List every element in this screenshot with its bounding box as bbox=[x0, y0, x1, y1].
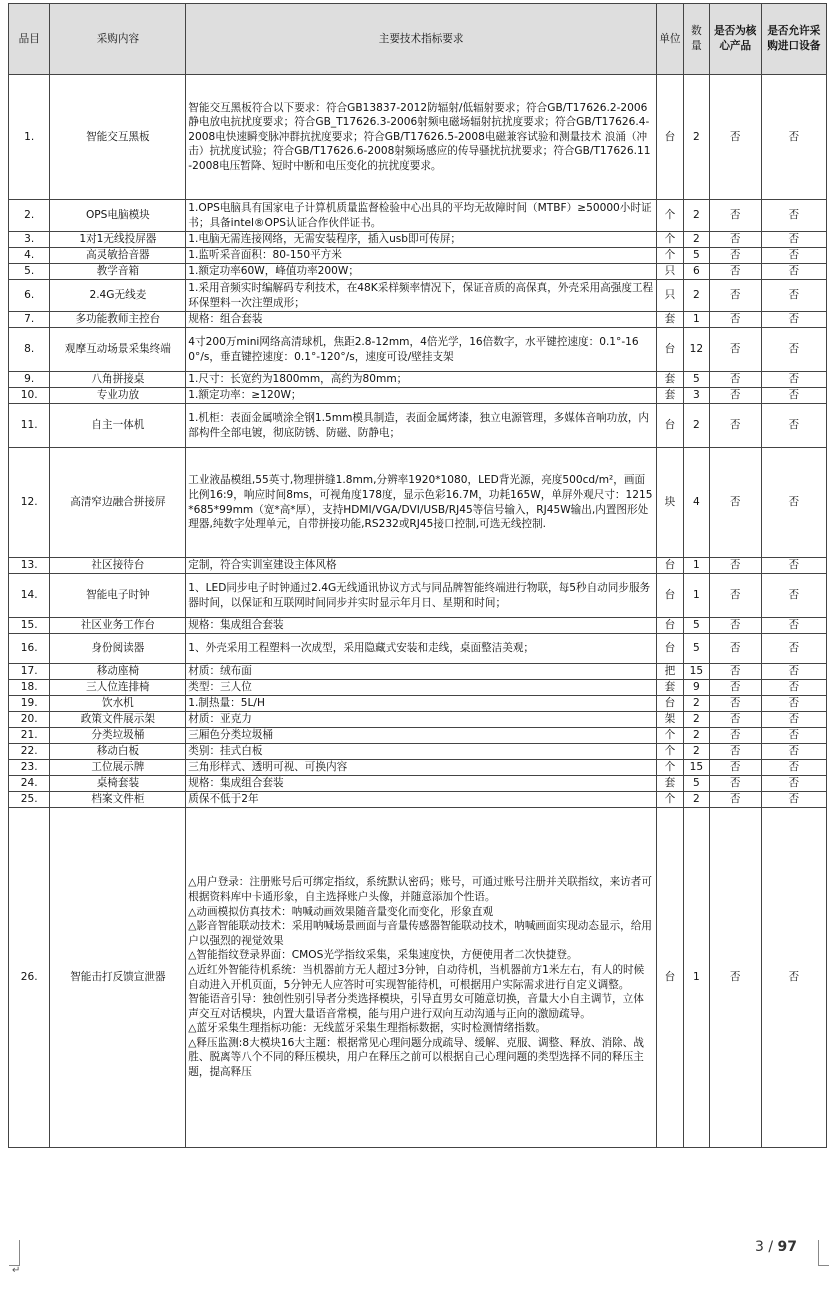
item-core: 否 bbox=[709, 760, 761, 776]
item-name: 饮水机 bbox=[50, 696, 186, 712]
item-core: 否 bbox=[709, 280, 761, 312]
item-name: 智能交互黑板 bbox=[50, 75, 186, 200]
item-core: 否 bbox=[709, 264, 761, 280]
item-spec: 规格：集成组合套装 bbox=[186, 776, 657, 792]
item-import: 否 bbox=[761, 634, 826, 664]
item-core: 否 bbox=[709, 448, 761, 558]
table-row bbox=[9, 776, 827, 792]
item-core: 否 bbox=[709, 200, 761, 232]
item-spec: 1.采用音频实时编解码专利技术，在48K采样频率情况下，保证音质的高保真，外壳采用高强度工程环保塑料一次注塑成形； bbox=[186, 280, 657, 312]
item-core: 否 bbox=[709, 312, 761, 328]
table-row bbox=[9, 664, 827, 680]
table-header-row bbox=[9, 4, 827, 75]
procurement-table bbox=[8, 3, 827, 1148]
item-qty: 5 bbox=[683, 634, 709, 664]
item-spec: 定制，符合实训室建设主体风格 bbox=[186, 558, 657, 574]
item-core: 否 bbox=[709, 558, 761, 574]
item-unit: 台 bbox=[656, 328, 683, 372]
item-spec: 1.额定功率60W，峰值功率200W； bbox=[186, 264, 657, 280]
item-import: 否 bbox=[761, 328, 826, 372]
header-qty: 数量 bbox=[683, 4, 709, 75]
row-index: 24. bbox=[9, 776, 50, 792]
item-unit: 只 bbox=[656, 264, 683, 280]
item-qty: 2 bbox=[683, 728, 709, 744]
table-row bbox=[9, 264, 827, 280]
row-index: 1. bbox=[9, 75, 50, 200]
item-core: 否 bbox=[709, 680, 761, 696]
item-spec: 规格：集成组合套装 bbox=[186, 618, 657, 634]
item-import: 否 bbox=[761, 280, 826, 312]
item-import: 否 bbox=[761, 558, 826, 574]
item-name: 智能击打反馈宣泄器 bbox=[50, 808, 186, 1148]
table-row bbox=[9, 388, 827, 404]
item-import: 否 bbox=[761, 696, 826, 712]
item-unit: 台 bbox=[656, 808, 683, 1148]
item-name: 多功能教师主控台 bbox=[50, 312, 186, 328]
header-unit: 单位 bbox=[656, 4, 683, 75]
item-core: 否 bbox=[709, 696, 761, 712]
item-unit: 个 bbox=[656, 728, 683, 744]
row-index: 11. bbox=[9, 404, 50, 448]
item-spec: 类别：挂式白板 bbox=[186, 744, 657, 760]
item-name: 1对1无线投屏器 bbox=[50, 232, 186, 248]
item-spec: 规格：组合套装 bbox=[186, 312, 657, 328]
item-spec: △用户登录：注册账号后可绑定指纹，系统默认密码；账号，可通过账号注册并关联指纹，来访者可根据资料库中卡通形象，自主选择账户头像，并随意添加个性语。 △动画模拟仿真技术：呐喊动画效果随音量变化而变化，形象直观 △影音智能联动技术：采用呐喊场景画面与音量传感器智能联动技术，呐喊画面实现动态显示，给用户以强烈的视觉效果 △智能指纹登录界面：CMOS光学指纹采集，采集速度快，方便使用者二次快捷登。 △近红外智能待机系统：当机器前方无人超过3分钟，自动待机，当机器前方1米左右，有人的时候自动进入开机页面，5分钟无人应答时可实现智能待机，可根据用户实际需求进行自定义调整。 智能语音引导：独创性别引导者分类选择模块，引导直男女可随意切换，音量大小自主调节，立体声交互对话模块，内置大量语音常模，能与用户进行双向互动沟通与正向的激励疏导。 △蓝牙采集生理指标功能：无线蓝牙采集生理指标数据，实时检测情绪指数。 △释压监测:8大模块16大主题：根据常见心理问题分成疏导、缓解、克服、调整、释放、消除、战胜、脱离等八个不同的释压模块，用户在释压之前可以根据自己心理问题的类型选择不同的释压主题，提高释压 bbox=[186, 808, 657, 1148]
item-qty: 3 bbox=[683, 388, 709, 404]
item-spec: 类型：三人位 bbox=[186, 680, 657, 696]
table-row bbox=[9, 712, 827, 728]
item-name: 社区业务工作台 bbox=[50, 618, 186, 634]
item-qty: 2 bbox=[683, 232, 709, 248]
item-spec: 1.制热量：5L/H bbox=[186, 696, 657, 712]
row-index: 15. bbox=[9, 618, 50, 634]
item-core: 否 bbox=[709, 712, 761, 728]
item-import: 否 bbox=[761, 712, 826, 728]
item-unit: 套 bbox=[656, 388, 683, 404]
row-index: 2. bbox=[9, 200, 50, 232]
item-qty: 5 bbox=[683, 618, 709, 634]
item-name: 教学音箱 bbox=[50, 264, 186, 280]
row-index: 18. bbox=[9, 680, 50, 696]
item-import: 否 bbox=[761, 808, 826, 1148]
item-name: 分类垃圾桶 bbox=[50, 728, 186, 744]
item-unit: 台 bbox=[656, 75, 683, 200]
item-core: 否 bbox=[709, 248, 761, 264]
item-import: 否 bbox=[761, 248, 826, 264]
item-core: 否 bbox=[709, 75, 761, 200]
table-row bbox=[9, 280, 827, 312]
table-row bbox=[9, 574, 827, 618]
item-qty: 2 bbox=[683, 712, 709, 728]
item-qty: 2 bbox=[683, 280, 709, 312]
item-unit: 套 bbox=[656, 372, 683, 388]
item-spec: 1、外壳采用工程塑料一次成型，采用隐藏式安装和走线，桌面整洁美观； bbox=[186, 634, 657, 664]
table-row bbox=[9, 232, 827, 248]
item-qty: 2 bbox=[683, 75, 709, 200]
item-name: 专业功放 bbox=[50, 388, 186, 404]
item-qty: 5 bbox=[683, 372, 709, 388]
item-import: 否 bbox=[761, 75, 826, 200]
item-qty: 4 bbox=[683, 448, 709, 558]
item-name: 身份阅读器 bbox=[50, 634, 186, 664]
item-import: 否 bbox=[761, 618, 826, 634]
table-row bbox=[9, 792, 827, 808]
corner-mark-left bbox=[9, 1240, 20, 1266]
row-index: 17. bbox=[9, 664, 50, 680]
header-name: 采购内容 bbox=[50, 4, 186, 75]
item-qty: 5 bbox=[683, 776, 709, 792]
row-index: 20. bbox=[9, 712, 50, 728]
item-spec: 1.OPS电脑具有国家电子计算机质量监督检验中心出具的平均无故障时间（MTBF）≥50000小时证书；具备intel®OPS认证合作伙伴证书。 bbox=[186, 200, 657, 232]
row-index: 3. bbox=[9, 232, 50, 248]
page-current: 3 bbox=[755, 1239, 764, 1255]
item-unit: 台 bbox=[656, 574, 683, 618]
item-name: 2.4G无线麦 bbox=[50, 280, 186, 312]
item-qty: 15 bbox=[683, 664, 709, 680]
row-index: 26. bbox=[9, 808, 50, 1148]
paragraph-mark-icon: ↵ bbox=[12, 1265, 21, 1276]
row-index: 4. bbox=[9, 248, 50, 264]
row-index: 16. bbox=[9, 634, 50, 664]
page-number bbox=[755, 1239, 797, 1255]
item-name: 社区接待台 bbox=[50, 558, 186, 574]
item-unit: 套 bbox=[656, 312, 683, 328]
item-qty: 2 bbox=[683, 744, 709, 760]
item-import: 否 bbox=[761, 264, 826, 280]
item-core: 否 bbox=[709, 388, 761, 404]
item-qty: 1 bbox=[683, 312, 709, 328]
item-core: 否 bbox=[709, 776, 761, 792]
item-core: 否 bbox=[709, 792, 761, 808]
item-core: 否 bbox=[709, 372, 761, 388]
item-qty: 1 bbox=[683, 808, 709, 1148]
header-import: 是否允许采购进口设备 bbox=[761, 4, 826, 75]
item-name: 桌椅套装 bbox=[50, 776, 186, 792]
item-unit: 个 bbox=[656, 232, 683, 248]
table-row bbox=[9, 372, 827, 388]
item-unit: 把 bbox=[656, 664, 683, 680]
item-unit: 只 bbox=[656, 280, 683, 312]
item-name: 高清窄边融合拼接屏 bbox=[50, 448, 186, 558]
item-spec: 三角形样式、透明可视、可换内容 bbox=[186, 760, 657, 776]
item-core: 否 bbox=[709, 232, 761, 248]
table-row bbox=[9, 404, 827, 448]
item-core: 否 bbox=[709, 744, 761, 760]
item-spec: 1.电脑无需连接网络，无需安装程序，插入usb即可传屏； bbox=[186, 232, 657, 248]
item-qty: 1 bbox=[683, 558, 709, 574]
item-unit: 块 bbox=[656, 448, 683, 558]
item-core: 否 bbox=[709, 728, 761, 744]
item-qty: 2 bbox=[683, 200, 709, 232]
item-spec: 1.尺寸：长宽约为1800mm，高约为80mm； bbox=[186, 372, 657, 388]
item-qty: 2 bbox=[683, 404, 709, 448]
row-index: 22. bbox=[9, 744, 50, 760]
item-qty: 9 bbox=[683, 680, 709, 696]
item-unit: 套 bbox=[656, 680, 683, 696]
table-row bbox=[9, 744, 827, 760]
item-import: 否 bbox=[761, 574, 826, 618]
item-core: 否 bbox=[709, 618, 761, 634]
item-import: 否 bbox=[761, 404, 826, 448]
item-unit: 台 bbox=[656, 618, 683, 634]
row-index: 9. bbox=[9, 372, 50, 388]
item-qty: 2 bbox=[683, 696, 709, 712]
item-unit: 个 bbox=[656, 760, 683, 776]
table-row bbox=[9, 75, 827, 200]
item-spec: 材质：亚克力 bbox=[186, 712, 657, 728]
item-spec: 1、LED同步电子时钟通过2.4G无线通讯协议方式与同品牌智能终端进行物联，每5秒自动同步服务器时间，以保证和互联网时间同步并实时显示年月日、星期和时间； bbox=[186, 574, 657, 618]
item-unit: 个 bbox=[656, 200, 683, 232]
item-spec: 材质：绒布面 bbox=[186, 664, 657, 680]
item-name: 移动白板 bbox=[50, 744, 186, 760]
item-name: 高灵敏拾音器 bbox=[50, 248, 186, 264]
item-name: 自主一体机 bbox=[50, 404, 186, 448]
table-row bbox=[9, 728, 827, 744]
row-index: 6. bbox=[9, 280, 50, 312]
item-unit: 个 bbox=[656, 792, 683, 808]
item-qty: 15 bbox=[683, 760, 709, 776]
item-spec: 智能交互黑板符合以下要求：符合GB13837-2012防辐射/低辐射要求；符合GB/T17626.2-2006静电放电抗扰度要求；符合GB_T17626.3-2006射频电磁场辐射抗扰度要求；符合GB/T17626.4-2008电快速瞬变脉冲群抗扰度要求；符合GB/T17626.5-2008电磁兼容试验和测量技术 浪涌（冲击）抗扰度试验；符合GB/T17626.6-2008射频场感应的传导骚扰抗扰要求；符合GB/T17626.11-2008电压暂降、短时中断和电压变化的抗扰度要求。 bbox=[186, 75, 657, 200]
item-qty: 5 bbox=[683, 248, 709, 264]
table-row bbox=[9, 248, 827, 264]
row-index: 25. bbox=[9, 792, 50, 808]
item-import: 否 bbox=[761, 776, 826, 792]
corner-mark-right bbox=[818, 1240, 829, 1266]
item-name: 观摩互动场景采集终端 bbox=[50, 328, 186, 372]
item-spec: 三厢色分类垃圾桶 bbox=[186, 728, 657, 744]
table-row bbox=[9, 618, 827, 634]
header-core: 是否为核心产品 bbox=[709, 4, 761, 75]
table-row bbox=[9, 808, 827, 1148]
header-index: 品目 bbox=[9, 4, 50, 75]
table-row bbox=[9, 448, 827, 558]
table-row bbox=[9, 312, 827, 328]
table-row bbox=[9, 558, 827, 574]
item-import: 否 bbox=[761, 388, 826, 404]
item-name: 档案文件柜 bbox=[50, 792, 186, 808]
item-qty: 1 bbox=[683, 574, 709, 618]
item-import: 否 bbox=[761, 448, 826, 558]
page-total: 97 bbox=[777, 1239, 798, 1255]
item-unit: 个 bbox=[656, 248, 683, 264]
item-name: 智能电子时钟 bbox=[50, 574, 186, 618]
row-index: 7. bbox=[9, 312, 50, 328]
item-name: 八角拼接桌 bbox=[50, 372, 186, 388]
item-import: 否 bbox=[761, 792, 826, 808]
table-row bbox=[9, 328, 827, 372]
item-import: 否 bbox=[761, 372, 826, 388]
item-import: 否 bbox=[761, 200, 826, 232]
item-core: 否 bbox=[709, 328, 761, 372]
item-spec: 质保不低于2年 bbox=[186, 792, 657, 808]
item-spec: 4寸200万mini网络高清球机，焦距2.8-12mm，4倍光学，16倍数字，水平键控速度：0.1°-160°/s，垂直键控速度：0.1°-120°/s，速度可设/壁挂支架 bbox=[186, 328, 657, 372]
item-spec: 工业液晶模组,55英寸,物理拼缝1.8mm,分辨率1920*1080，LED背光源，亮度500cd/m²，画面比例16:9，响应时间8ms，可视角度178度，显示色彩16.7M，功耗165W，单屏外观尺寸：1215*685*99mm（宽*高*厚），支持HDMI/VGA/DVI/USB/RJ45等信号输入，RJ45W输出,内置图形处理器,纯数字处理单元，自带拼接功能,RS232或RJ45接口控制,可选无线控制. bbox=[186, 448, 657, 558]
row-index: 19. bbox=[9, 696, 50, 712]
item-core: 否 bbox=[709, 404, 761, 448]
row-index: 21. bbox=[9, 728, 50, 744]
header-spec: 主要技术指标要求 bbox=[186, 4, 657, 75]
item-qty: 6 bbox=[683, 264, 709, 280]
item-unit: 台 bbox=[656, 634, 683, 664]
item-import: 否 bbox=[761, 312, 826, 328]
item-spec: 1.机柜：表面金属喷涂全钢1.5mm模具制造，表面金属烤漆，独立电源管理，多媒体音响功放，内部构件全部电镀，彻底防锈、防磁、防静电； bbox=[186, 404, 657, 448]
item-import: 否 bbox=[761, 744, 826, 760]
item-qty: 12 bbox=[683, 328, 709, 372]
table-row bbox=[9, 634, 827, 664]
table-row bbox=[9, 760, 827, 776]
item-import: 否 bbox=[761, 760, 826, 776]
row-index: 12. bbox=[9, 448, 50, 558]
item-unit: 台 bbox=[656, 558, 683, 574]
item-core: 否 bbox=[709, 634, 761, 664]
item-unit: 套 bbox=[656, 776, 683, 792]
item-spec: 1.监听采音面积：80-150平方米 bbox=[186, 248, 657, 264]
row-index: 5. bbox=[9, 264, 50, 280]
item-name: 政策文件展示架 bbox=[50, 712, 186, 728]
row-index: 10. bbox=[9, 388, 50, 404]
item-unit: 台 bbox=[656, 404, 683, 448]
item-spec: 1.额定功率：≥120W； bbox=[186, 388, 657, 404]
item-name: 工位展示牌 bbox=[50, 760, 186, 776]
row-index: 8. bbox=[9, 328, 50, 372]
item-unit: 台 bbox=[656, 696, 683, 712]
table-row bbox=[9, 200, 827, 232]
row-index: 14. bbox=[9, 574, 50, 618]
item-name: OPS电脑模块 bbox=[50, 200, 186, 232]
item-name: 三人位连排椅 bbox=[50, 680, 186, 696]
item-unit: 架 bbox=[656, 712, 683, 728]
item-import: 否 bbox=[761, 728, 826, 744]
page-separator: / bbox=[768, 1239, 774, 1255]
item-import: 否 bbox=[761, 232, 826, 248]
item-core: 否 bbox=[709, 808, 761, 1148]
table-row bbox=[9, 696, 827, 712]
item-unit: 个 bbox=[656, 744, 683, 760]
item-import: 否 bbox=[761, 680, 826, 696]
table-row bbox=[9, 680, 827, 696]
row-index: 23. bbox=[9, 760, 50, 776]
item-import: 否 bbox=[761, 664, 826, 680]
item-core: 否 bbox=[709, 664, 761, 680]
item-qty: 2 bbox=[683, 792, 709, 808]
item-core: 否 bbox=[709, 574, 761, 618]
item-name: 移动座椅 bbox=[50, 664, 186, 680]
row-index: 13. bbox=[9, 558, 50, 574]
